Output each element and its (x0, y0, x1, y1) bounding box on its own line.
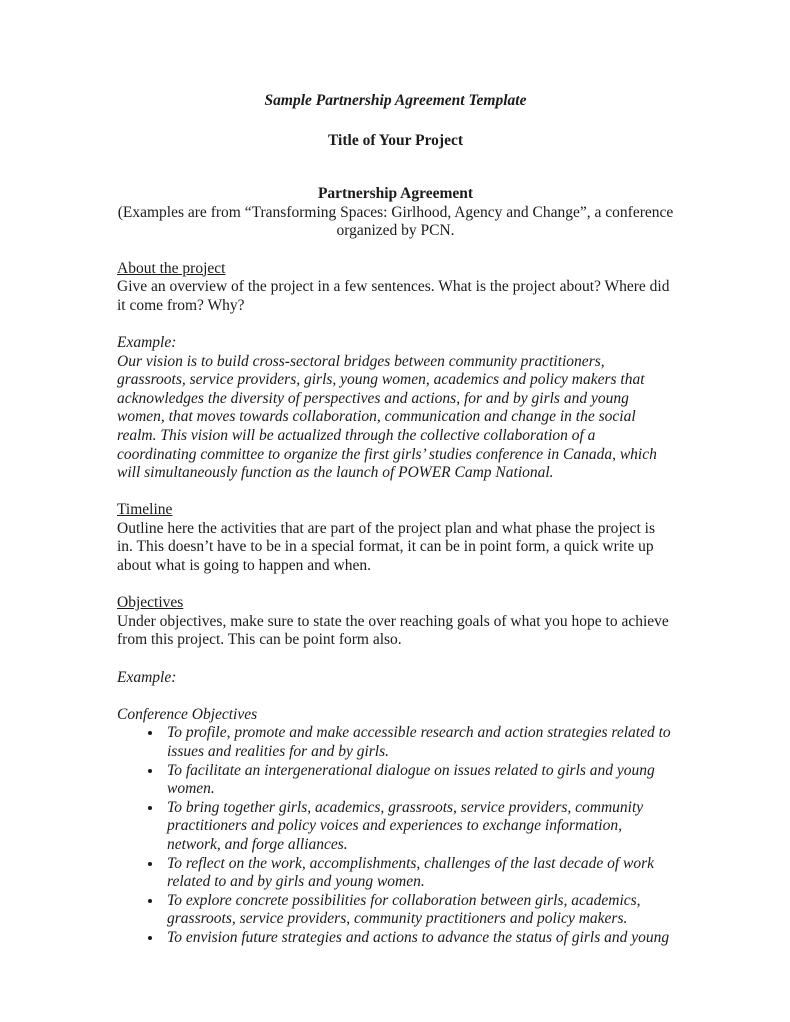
section-objectives-heading: Objectives (117, 594, 184, 612)
section-about-heading: About the project (117, 259, 226, 277)
objective-item: • To bring together girls, academics, grassroots, service providers, community practitioners and policy voices and experiences to exchange information, network, and forge alliances. (163, 799, 674, 855)
objective-item: • To reflect on the work, accomplishments, challenges of the last decade of work related to and by girls and young women. (163, 855, 674, 892)
objective-item: • To envision future strategies and actions to advance the status of girls and young (163, 929, 674, 948)
about-example-paragraph: Our vision is to build cross-sectoral bridges between community practitioners, grassroots, service providers, girls, young women, academics and policy makers that acknowledges the diversity of perspectives and actions, for and by girls and young women, that moves towards collaboration, communication and change in the social realm. This vision will be actualized through the collective collaboration of a coordinating committee to organize the first girls’ studies conference in Canada, which will simultaneously function as the launch of POWER Camp National. (117, 352, 657, 482)
objective-item: • To facilitate an intergenerational dialogue on issues related to girls and young women. (163, 762, 674, 799)
conference-objectives-title: Conference Objectives (117, 705, 258, 723)
section-timeline-heading: Timeline (117, 501, 173, 519)
objective-item: • To profile, promote and make accessible research and action strategies related to issues and realities for and by girls. (163, 724, 674, 761)
document-title: Sample Partnership Agreement Template (264, 92, 527, 109)
about-example-label: Example: (117, 333, 177, 351)
agreement-heading: Partnership Agreement (317, 185, 474, 203)
project-title-heading: Title of Your Project (327, 131, 464, 149)
objective-item: • To explore concrete possibilities for collaboration between girls, academics, grassroots, service providers, community practitioners and policy makers. (163, 892, 674, 929)
agreement-note: (Examples are from “Transforming Spaces: Girlhood, Agency and Change”, a conference organized by PCN. (117, 203, 674, 240)
section-about-body: Give an overview of the project in a few sentences. What is the project about? Where did it come from? Why? (117, 278, 670, 314)
conference-objectives-list (117, 724, 674, 947)
section-timeline-body: Outline here the activities that are part of the project plan and what phase the project is in. This doesn’t have to be in a special format, it can be in point form, a quick write up about what is going to happen and when. (117, 519, 655, 575)
objectives-example-label: Example: (117, 668, 177, 686)
section-objectives-body: Under objectives, make sure to state the over reaching goals of what you hope to achieve from this project. This can be point form also. (117, 612, 669, 649)
